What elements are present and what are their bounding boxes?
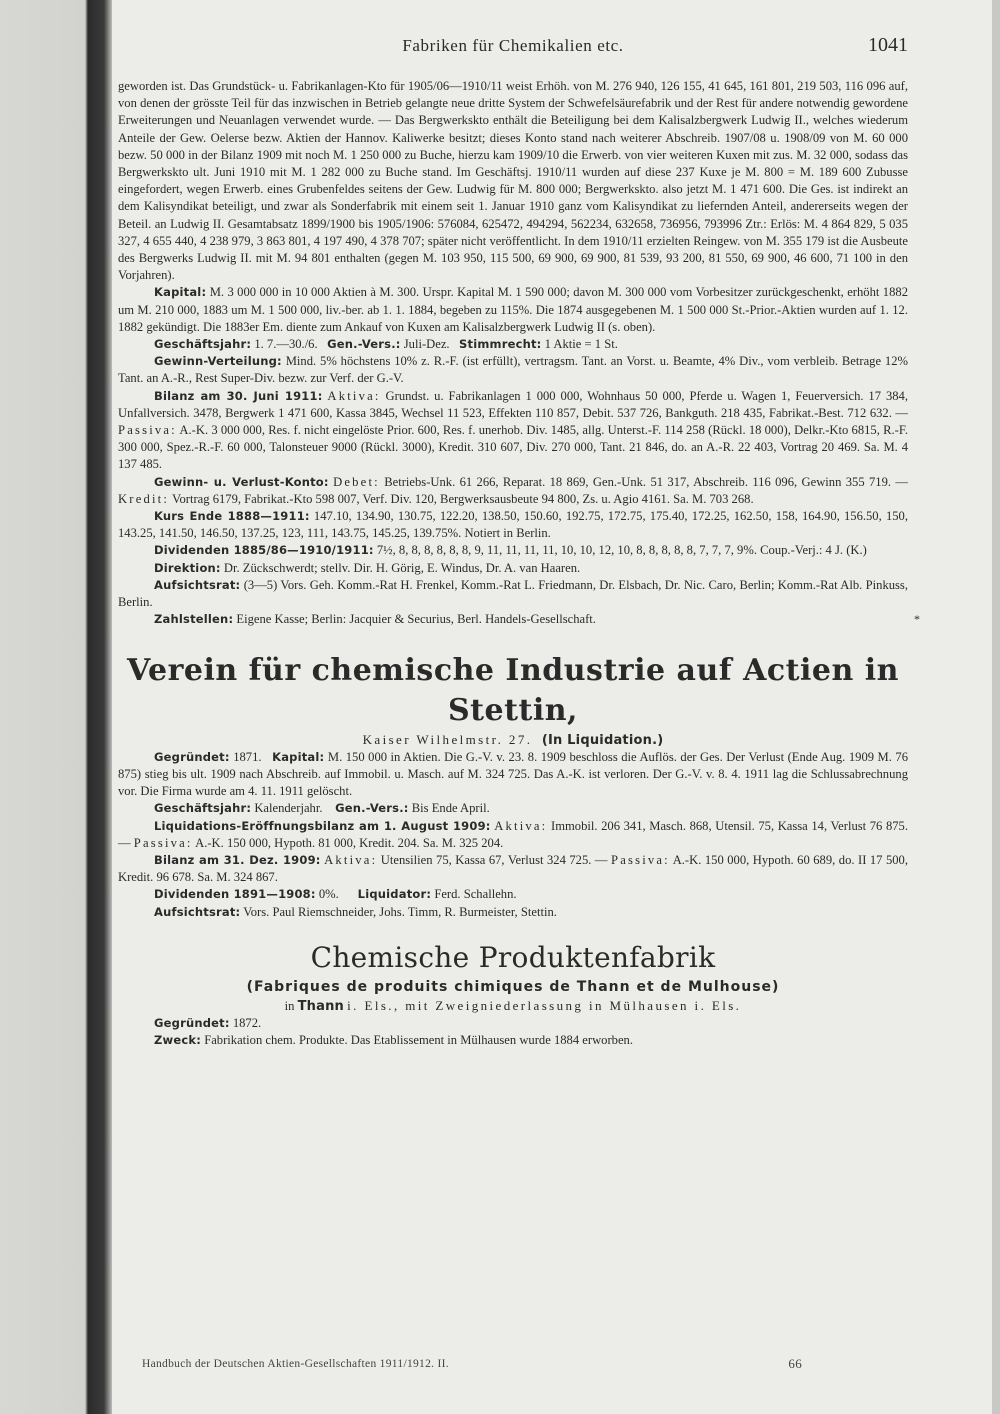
binding-shadow: [0, 0, 112, 1414]
place-name: Thann: [297, 998, 345, 1014]
label-geschaeftsjahr: Geschäftsjahr:: [154, 801, 252, 816]
entry1-continuation: geworden ist. Das Grundstück- u. Fabrikanlagen-Kto für 1905/06—1910/11 weist Erhöh. von M. 276 940, 126 155, 41 645, 161 801, 219 503, 116 096 auf, von denen der grösste Teil für das inzwischen in Betrieb gelangte neue dritte System der Schwefelsäurefabrik und der Rest für andere notwendig gewordene Erweiterungen und Neuanlagen verwendet wurde. — Das Bergwerkskto enthält die Beteiligung bei dem Kalisalzbergwerk Ludwig II., welches wiederum Anteile der Gew. Oelerse bezw. Aktien der Hannov. Kaliwerke besitzt; dieses Konto stand nach weiterer Abschreib. 1907/08 u. 1908/09 von M. 60 000 bezw. 50 000 in der Bilanz 1909 mit noch M. 1 250 000 zu Buche, hierzu kam 1909/10 die Erwerb. von vier weiteren Kuxen mit zus. M. 32 000, sodass das Bergwerkskto ult. Juni 1910 mit M. 1 282 000 zu Buche stand. Im Geschäftsj. 1910/11 wurden auf diese 237 Kuxe je M. 800 = M. 189 600 Zubusse eingefordert, wegen Erwerb. eines Grubenfeldes seitens der Gew. Ludwig für M. 800 000; Bergwerkskto. also jetzt M. 1 471 600. Die Ges. ist indirekt an dem Kalisyndikat beteiligt, und zwar als Sonderfabrik mit einem seit 1. Januar 1910 ganz vom Kalisyndikat zu liefernden Anteil, andererseits wegen der Beteil. an Ludwig II. Gesamtabsatz 1899/1900 bis 1905/1906: 576084, 625472, 494294, 562234, 632658, 736956, 793996 Ztr.: Erlös: M. 4 864 829, 5 035 327, 4 655 440, 4 238 979, 3 863 801, 4 197 490, 4 378 707; später nicht veröffentlicht. In dem 1910/11 erzielten Reingew. von M. 355 179 ist die Ausbeute des Bergwerks Ludwig II. mit M. 94 801 enthalten (gegen M. 103 950, 115 500, 69 900, 69 900, 81 539, 93 200, 81 550, 69 900, 46 600, 71 100 in den Vorjahren).: [118, 79, 908, 283]
gj-text: Kalenderjahr.: [254, 801, 323, 816]
label-gegruendet: Gegründet:: [154, 749, 230, 764]
entry2-bilanz: [118, 852, 908, 886]
gewinn-text: Mind. 5% höchstens 10% z. R.-F. (ist erfüllt), vertragsm. Tant. an Vorst. u. Beamte, 4% Div., vom verbleib. Betrage 12% Tant. an A.-R., Rest Super-Div. bezw. zur Verf. der G.-V.: [118, 354, 908, 386]
ar-text: Vors. Paul Riemschneider, Johs. Timm, R. Burmeister, Stettin.: [243, 904, 557, 919]
label-gen-vers: Gen.-Vers.:: [327, 337, 401, 352]
entry1-gewinn-verteilung: [118, 353, 908, 387]
entry1-kurs: [118, 508, 908, 542]
entry1-aufsichtsrat: [118, 577, 908, 611]
entry2-gegruendet: [118, 749, 908, 801]
lb-passiva: A.-K. 150 000, Hypoth. 81 000, Kredit. 204. Sa. M. 325 204.: [195, 835, 504, 850]
entry2-liquidationsbilanz: [118, 818, 908, 852]
entry2-geschaeftsjahr-line: [118, 800, 908, 817]
page-body: [118, 78, 920, 1049]
label-liquidator: Liquidator:: [357, 887, 432, 902]
label-liquidationsbilanz: Liquidations-Eröffnungsbilanz am 1. August 1909:: [154, 818, 491, 833]
liquidation-status: (In Liquidation.): [541, 732, 664, 748]
div-text: 0%.: [318, 887, 339, 902]
bilanz-passiva: A.-K. 3 000 000, Res. f. nicht eingelöste Prior. 600, Res. f. unerhob. Div. 1485, allg. Unterst.-F. 114 258 (Rückl. 18 000), Delkr.-Kto 6815, R.-F. 300 000, Spez.-R.-F. 60 000, Talonsteuer 9000 (Rückl. 3000), Kredit. 310 607, Div. 270 000, Tant. 21 846, do. an A.-R. 22 403, Vortrag 20 469. Sa. M. 4 137 485.: [118, 423, 908, 472]
entry1-direktion: [118, 560, 908, 577]
label-direktion: Direktion:: [154, 560, 221, 575]
gv-text: Bis Ende April.: [411, 801, 490, 816]
entry1-kapital: [118, 284, 908, 336]
kredit-word: Kredit:: [118, 491, 170, 506]
direktion-text: Dr. Zückschwerdt; stellv. Dir. H. Görig, E. Windus, Dr. A. van Haaren.: [223, 560, 581, 575]
page-footer: [142, 1358, 802, 1370]
label-geschaeftsjahr: Geschäftsjahr:: [154, 337, 252, 352]
in-word: in: [284, 998, 295, 1013]
entry1-zahlstellen: [118, 611, 920, 628]
aktiva-word: Aktiva:: [324, 852, 378, 867]
entry1-dividenden: [118, 542, 908, 559]
company-title-thann: Chemische Produktenfabrik: [310, 940, 716, 974]
label-stimmrecht: Stimmrecht:: [459, 337, 542, 352]
entry2-address-line: [118, 731, 908, 749]
label-bilanz: Bilanz am 30. Juni 1911:: [154, 388, 323, 403]
company-title-stettin: Verein für chemische Industrie auf Actien in Stettin,: [127, 652, 899, 728]
kapital-text: M. 3 000 000 in 10 000 Aktien à M. 300. Urspr. Kapital M. 1 590 000; davon M. 300 000 vom Vorbesitzer zurückgeschenkt, erhöht 1882 um M. 210 000, 1883 um M. 1 500 000, liv.-ber. ab 1. 1. 1884, begeben zu 115%. Die 1874 ausgegebenen M. 1 500 000 St.-Prior.-Aktien wurden auf 1. 12. 1882 gekündigt. Die 1883er Em. diente zum Ankauf von Kuxen am Kalisalzbergwerk Ludwig II (s. oben).: [118, 285, 908, 334]
sr-text: 1 Aktie = 1 St.: [544, 337, 618, 352]
debet-word: Debet:: [333, 474, 380, 489]
entry3-gegruendet: [118, 1015, 908, 1032]
footnote-star: *: [914, 612, 920, 627]
gj-text: 1. 7.—30./6.: [254, 337, 318, 352]
passiva-word: Passiva:: [611, 852, 670, 867]
company-subtitle-french: (Fabriques de produits chimiques de Thann et de Mulhouse): [246, 978, 780, 995]
entry3-zweck: [118, 1032, 908, 1049]
label-gen-vers: Gen.-Vers.:: [335, 801, 409, 816]
label-bilanz: Bilanz am 31. Dez. 1909:: [154, 852, 321, 867]
page-number: 1041: [868, 34, 908, 56]
aktiva-word: Aktiva:: [494, 818, 548, 833]
label-aufsichtsrat: Aufsichtsrat:: [154, 577, 241, 592]
entry2-dividenden-line: [118, 886, 908, 903]
label-gegruendet: Gegründet:: [154, 1015, 230, 1030]
location-text: i. Els., mit Zweigniederlassung in Mülhausen i. Els.: [347, 997, 742, 1013]
gegr-text: 1871.: [233, 749, 262, 764]
entry2-aufsichtsrat: [118, 904, 908, 921]
gv-text: Juli-Dez.: [403, 337, 450, 352]
label-zweck: Zweck:: [154, 1033, 202, 1048]
page-edge: [992, 0, 1000, 1414]
kurs-text: 147.10, 134.90, 130.75, 122.20, 138.50, 150.60, 192.75, 172.75, 175.40, 172.25, 162.50, 158, 164.90, 156.50, 150, 143.25, 141.50, 146.50, 137.25, 123, 111, 143.75, 145.25, 139.75%. Notiert in Berlin.: [118, 509, 908, 541]
liq-text: Ferd. Schallehn.: [434, 887, 517, 902]
passiva-word: Passiva:: [118, 423, 177, 438]
entry1-guv: [118, 474, 908, 508]
label-gewinn-verteilung: Gewinn-Verteilung:: [154, 354, 282, 369]
footer-text: Handbuch der Deutschen Aktien-Gesellschaften 1911/1912. II.: [142, 1358, 449, 1370]
address: Kaiser Wilhelmstr. 27.: [362, 731, 533, 747]
zweck-text: Fabrikation chem. Produkte. Das Etablissement in Mülhausen wurde 1884 erworben.: [204, 1033, 633, 1048]
bilanz-passiva: A.-K. 150 000, Hypoth. 60 689, do. II 17 500, Kredit. 96 678. Sa. M. 324 867.: [118, 852, 909, 885]
signature-number: 66: [788, 1356, 802, 1371]
guv-debet: Betriebs-Unk. 61 266, Reparat. 18 869, Gen.-Unk. 51 317, Abschreib. 116 096, Gewinn 355 719. —: [384, 474, 908, 489]
label-kapital: Kapital:: [154, 285, 207, 300]
ar-text: (3—5) Vors. Geh. Komm.-Rat H. Frenkel, Komm.-Rat L. Friedmann, Dr. Elsbach, Dr. Nic. Caro, Berlin; Komm.-Rat Alb. Pinkuss, Berlin.: [118, 577, 908, 610]
label-guv: Gewinn- u. Verlust-Konto:: [154, 474, 329, 489]
page-header: [118, 36, 908, 64]
label-zahlstellen: Zahlstellen:: [154, 612, 234, 627]
zs-text: Eigene Kasse; Berlin: Jacquier & Securius, Berl. Handels-Gesellschaft.: [236, 612, 596, 627]
label-kapital: Kapital:: [272, 749, 325, 764]
label-dividenden: Dividenden 1885/86—1910/1911:: [154, 543, 374, 558]
label-kurs: Kurs Ende 1888—1911:: [154, 509, 310, 524]
kapital-text: M. 150 000 in Aktien. Die G.-V. v. 23. 8. 1909 beschloss die Auflös. der Ges. Der Verlust (Ende Aug. 1909 M. 76 875) stieg bis ult. 1909 nach Abschreib. auf Immobil. u. Masch. auf M. 324 725. Das A.-K. ist verloren. Der G.-V. v. 8. 4. 1911 lag die Schlussabrechnung vor. Die Firma wurde am 4. 11. 1911 gelöscht.: [118, 749, 909, 799]
entry1-geschaeftsjahr-line: [118, 336, 908, 353]
div-text: 7½, 8, 8, 8, 8, 8, 8, 9, 11, 11, 11, 11, 10, 10, 12, 10, 8, 8, 8, 8, 8, 7, 7, 7, 9%. Coup.-Verj.: 4 J. (K.): [376, 543, 867, 558]
label-dividenden: Dividenden 1891—1908:: [154, 887, 316, 902]
entry3-location-line: [118, 997, 908, 1015]
lb-aktiva: Immobil. 206 341, Masch. 868, Utensil. 75, Kassa 14, Verlust 76 875. —: [118, 818, 908, 850]
bilanz-aktiva: Utensilien 75, Kassa 67, Verlust 324 725. —: [380, 852, 608, 867]
guv-kredit: Vortrag 6179, Fabrikat.-Kto 598 007, Verf. Div. 120, Bergwerksausbeute 94 800, Zs. u. Agio 4161. Sa. M. 703 268.: [172, 491, 754, 506]
aktiva-word: Aktiva:: [327, 388, 381, 403]
gegr-text: 1872.: [232, 1015, 262, 1030]
bilanz-aktiva: Grundst. u. Fabrikanlagen 1 000 000, Wohnhaus 50 000, Pferde u. Wagen 1, Feuerversich. 17 384, Unfallversich. 3478, Bergwerk 1 471 600, Kassa 3845, Wechsel 11 523, Effekten 110 857, Debit. 537 726, Bankguth. 218 435, Fabrikat.-Best. 712 632. —: [118, 388, 908, 420]
running-title: Fabriken für Chemikalien etc.: [402, 36, 624, 55]
passiva-word: Passiva:: [133, 835, 193, 850]
entry1-bilanz: [118, 388, 908, 474]
label-aufsichtsrat: Aufsichtsrat:: [154, 904, 241, 919]
